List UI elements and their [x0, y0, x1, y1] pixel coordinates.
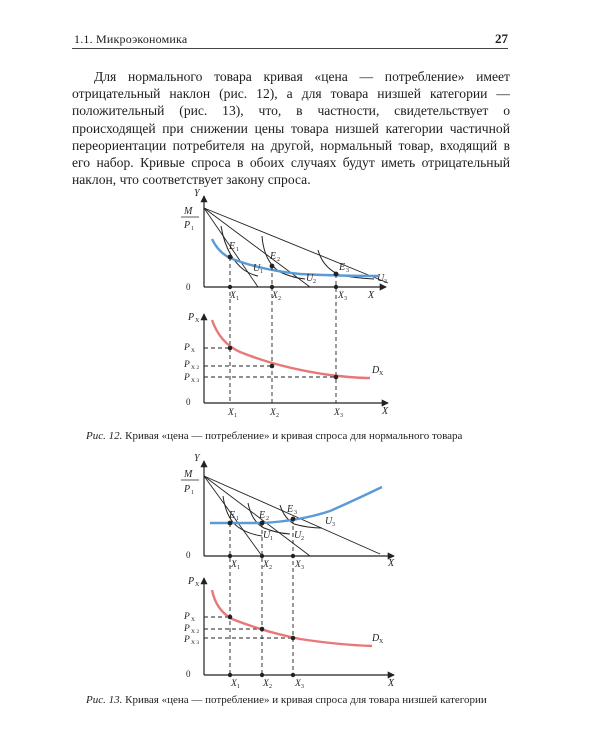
figure-13-number: Рис. 13.	[86, 694, 123, 706]
svg-text:X: X	[195, 582, 200, 588]
svg-text:2: 2	[266, 516, 269, 522]
svg-text:1: 1	[237, 565, 240, 571]
origin-label-bottom: 0	[186, 669, 191, 679]
curve-label-u2: U	[294, 530, 302, 541]
y-axis-label: Y	[194, 453, 200, 464]
svg-text:X 3: X 3	[191, 640, 200, 646]
svg-text:2: 2	[301, 536, 304, 542]
x-tick-x3-top: X	[338, 291, 344, 301]
x-tick-x1-bottom: X	[231, 679, 237, 689]
svg-text:X: X	[379, 371, 384, 377]
curve-label-u3: U	[325, 516, 333, 527]
point-label-e1: E	[229, 510, 236, 521]
svg-text:1: 1	[236, 516, 239, 522]
quantity-axis-label: X	[388, 678, 395, 689]
curve-label-u1: U	[253, 263, 261, 274]
svg-text:X 3: X 3	[191, 378, 200, 384]
svg-text:X 2: X 2	[191, 365, 200, 371]
svg-text:3: 3	[340, 413, 343, 419]
svg-text:X: X	[379, 639, 384, 645]
x-tick-x3-bottom: X	[334, 408, 340, 418]
svg-text:1: 1	[236, 247, 239, 253]
svg-text:1: 1	[191, 226, 194, 232]
svg-text:3: 3	[332, 522, 335, 528]
svg-text:2: 2	[278, 296, 281, 302]
svg-text:3: 3	[301, 684, 304, 690]
page-number: 27	[495, 31, 508, 46]
svg-text:1: 1	[237, 684, 240, 690]
origin-label: 0	[186, 282, 191, 292]
svg-text:3: 3	[384, 279, 387, 285]
figure-13-caption-text: Кривая «цена — потребление» и кривая спроса для товара низшей категории	[125, 694, 487, 706]
svg-text:3: 3	[301, 565, 304, 571]
intercept-denominator: P	[184, 484, 191, 495]
price-tick-p3: P	[184, 373, 190, 383]
x-tick-x3-bottom: X	[295, 679, 301, 689]
svg-text:X: X	[191, 348, 195, 354]
svg-text:2: 2	[269, 565, 272, 571]
price-tick-p1: P	[184, 612, 190, 622]
projection-lines	[204, 519, 293, 675]
section-title: 1.1. Микроэкономика	[74, 32, 188, 46]
figure-13-caption	[86, 694, 487, 706]
y-axis-label: Y	[194, 188, 200, 199]
x-axis-label: X	[368, 290, 375, 301]
point-label-e3: E	[287, 504, 294, 515]
origin-label-bottom: 0	[186, 397, 191, 407]
svg-text:2: 2	[269, 684, 272, 690]
svg-text:3: 3	[294, 510, 297, 516]
price-axis-label: P	[188, 576, 195, 587]
origin-label: 0	[186, 550, 191, 560]
price-tick-p2: P	[184, 624, 190, 634]
x-tick-x1-bottom: X	[228, 408, 234, 418]
svg-text:1: 1	[236, 296, 239, 302]
svg-text:3: 3	[344, 296, 347, 302]
svg-text:2: 2	[277, 257, 280, 263]
x-tick-x2-top: X	[263, 560, 269, 570]
svg-text:2: 2	[313, 279, 316, 285]
x-tick-x2-bottom: X	[263, 679, 269, 689]
x-tick-x1-top: X	[231, 560, 237, 570]
svg-text:1: 1	[191, 490, 194, 496]
svg-text:1: 1	[270, 536, 273, 542]
point-label-e2: E	[259, 510, 266, 521]
svg-text:2: 2	[276, 413, 279, 419]
curve-label-u3: U	[377, 273, 385, 284]
intercept-numerator: M	[184, 469, 193, 480]
x-tick-x1-top: X	[230, 291, 236, 301]
curve-label-u2: U	[306, 273, 314, 284]
body-paragraph: Для нормального товара кривая «цена — потребление» имеет отрицательный наклон (рис. 12), а для товара низшей категории — положительный (рис. 13), что, в частности, свидетельствует о происходящей при снижении цены товара низшей категории частичной переориентации потребителя на другой, нормальный товар, входящий в его набор. Кривые спроса в обоих случаях будут иметь отрицательный наклон, что соответствует закону спроса.	[72, 69, 510, 188]
x-tick-x3-top: X	[295, 560, 301, 570]
svg-text:X: X	[195, 318, 200, 324]
curve-label-u1: U	[263, 530, 271, 541]
intercept-numerator: M	[184, 206, 193, 217]
intercept-denominator: P	[184, 220, 191, 231]
price-tick-p3: P	[184, 635, 190, 645]
svg-text:X: X	[191, 617, 195, 623]
point-label-e2: E	[270, 251, 277, 262]
point-label-e3: E	[339, 262, 346, 273]
point-label-e1: E	[229, 241, 236, 252]
x-axis-label: X	[388, 558, 395, 569]
quantity-axis-label: X	[382, 406, 389, 417]
price-tick-p1: P	[184, 343, 190, 353]
price-axis-label: P	[188, 312, 195, 323]
x-tick-x2-top: X	[272, 291, 278, 301]
demand-label: D	[372, 633, 380, 644]
svg-text:1: 1	[234, 413, 237, 419]
svg-text:1: 1	[260, 269, 263, 275]
figure-12-number: Рис. 12.	[86, 430, 123, 442]
x-tick-x2-bottom: X	[270, 408, 276, 418]
figure-12-caption-text: Кривая «цена — потребление» и кривая спроса для нормального товара	[125, 430, 463, 442]
svg-text:X 2: X 2	[191, 629, 200, 635]
price-tick-p2: P	[184, 360, 190, 370]
svg-text:3: 3	[346, 268, 349, 274]
demand-label: D	[372, 365, 380, 376]
